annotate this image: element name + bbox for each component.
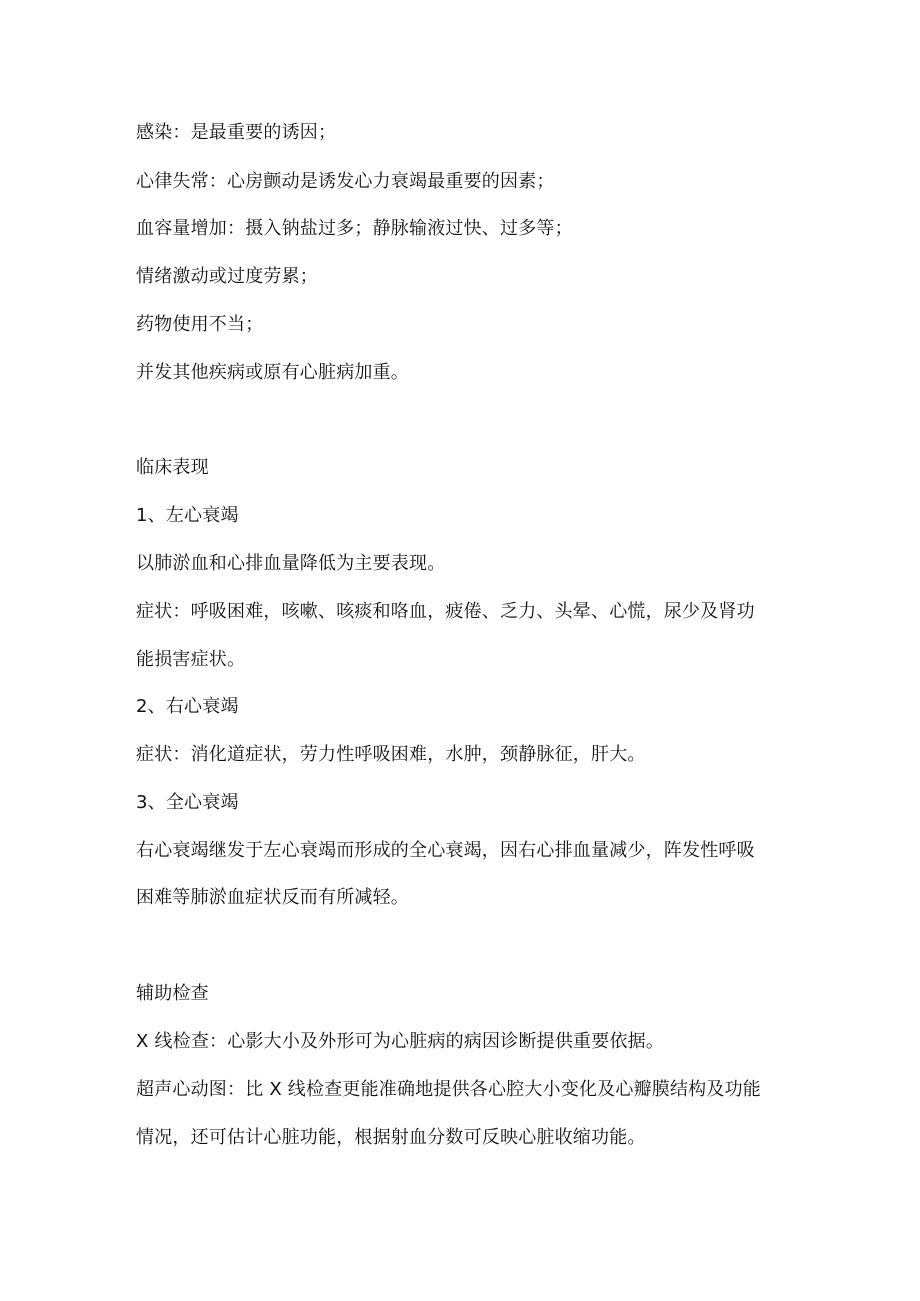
cause-emotion: 情绪激动或过度劳累；	[136, 266, 318, 287]
left-heart-failure-desc: 以肺淤血和心排血量降低为主要表现。	[136, 553, 446, 574]
exam-echo-2: 情况，还可估计心脏功能，根据射血分数可反映心脏收缩功能。	[136, 1127, 646, 1148]
cause-arrhythmia: 心律失常：心房颤动是诱发心力衰竭最重要的因素；	[136, 171, 555, 192]
section-title-clinical: 临床表现	[136, 457, 209, 478]
cause-infection: 感染：是最重要的诱因；	[136, 122, 337, 143]
exam-xray: X 线检查：心影大小及外形可为心脏病的病因诊断提供重要依据。	[136, 1031, 665, 1052]
section-title-exams: 辅助检查	[136, 983, 209, 1004]
right-heart-failure-title: 2、右心衰竭	[136, 696, 239, 717]
right-heart-failure-symptoms: 症状：消化道症状，劳力性呼吸困难，水肿，颈静脉征，肝大。	[136, 744, 646, 765]
full-heart-failure-desc-1: 右心衰竭继发于左心衰竭而形成的全心衰竭，因右心排血量减少，阵发性呼吸	[136, 840, 755, 861]
full-heart-failure-desc-2: 困难等肺淤血症状反而有所减轻。	[136, 887, 409, 908]
left-heart-failure-title: 1、左心衰竭	[136, 505, 239, 526]
full-heart-failure-title: 3、全心衰竭	[136, 792, 239, 813]
cause-blood-volume: 血容量增加：摄入钠盐过多；静脉输液过快、过多等；	[136, 218, 573, 239]
cause-comorbidity: 并发其他疾病或原有心脏病加重。	[136, 362, 409, 383]
cause-medication: 药物使用不当；	[136, 314, 264, 335]
left-heart-failure-symptoms-1: 症状：呼吸困难，咳嗽、咳痰和咯血，疲倦、乏力、头晕、心慌，尿少及肾功	[136, 601, 755, 622]
left-heart-failure-symptoms-2: 能损害症状。	[136, 649, 246, 670]
exam-echo-1: 超声心动图：比 X 线检查更能准确地提供各心腔大小变化及心瓣膜结构及功能	[136, 1079, 761, 1100]
